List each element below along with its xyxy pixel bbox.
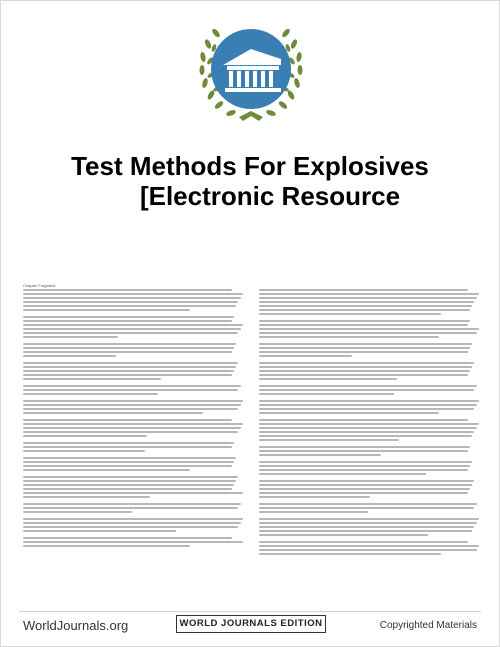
text-paragraph [259, 503, 481, 513]
text-line [23, 503, 241, 505]
text-line [23, 400, 243, 402]
text-line [259, 435, 472, 437]
text-line [259, 408, 474, 410]
text-line [23, 347, 234, 349]
text-line [259, 553, 441, 555]
edition-badge: WORLD JOURNALS EDITION [176, 615, 326, 633]
text-line [259, 336, 439, 338]
text-line [259, 343, 472, 345]
text-line [259, 378, 397, 380]
text-line [259, 389, 474, 391]
text-line [23, 457, 236, 459]
text-line [259, 423, 479, 425]
text-line [23, 355, 116, 357]
text-line [259, 427, 477, 429]
text-line [23, 419, 232, 421]
text-paragraph [259, 419, 481, 441]
text-line [259, 309, 470, 311]
text-line [23, 293, 243, 295]
text-paragraph [23, 289, 245, 311]
text-paragraph [259, 518, 481, 536]
text-line [23, 435, 147, 437]
text-line [23, 484, 234, 486]
text-line [23, 446, 232, 448]
text-line [259, 480, 474, 482]
text-line [23, 518, 243, 520]
text-paragraph [259, 461, 481, 475]
text-line [259, 473, 426, 475]
text-line [259, 549, 477, 551]
text-line [259, 370, 470, 372]
text-line [259, 347, 470, 349]
text-line [259, 313, 441, 315]
text-line [259, 469, 468, 471]
text-line [259, 328, 479, 330]
text-paragraph [23, 419, 245, 437]
text-paragraph [23, 518, 245, 532]
text-line [259, 393, 394, 395]
text-line [259, 439, 399, 441]
text-line [23, 488, 232, 490]
text-line [23, 320, 232, 322]
text-line [23, 366, 236, 368]
text-line [259, 507, 474, 509]
text-line [259, 385, 477, 387]
text-line [23, 427, 241, 429]
text-paragraph [259, 541, 481, 555]
text-line [23, 289, 232, 291]
text-line [259, 503, 477, 505]
text-line [259, 297, 477, 299]
text-line [259, 412, 439, 414]
text-line [259, 320, 470, 322]
laurel-wreath-globe-icon [189, 9, 313, 133]
text-line [259, 454, 381, 456]
text-paragraph [23, 400, 245, 414]
text-line [259, 522, 477, 524]
text-line [259, 355, 352, 357]
text-paragraph [23, 537, 245, 547]
text-line [259, 530, 472, 532]
text-line [23, 461, 234, 463]
text-paragraph [23, 442, 245, 452]
text-line [259, 305, 472, 307]
text-paragraph [23, 316, 245, 338]
text-paragraph [259, 343, 481, 357]
text-line [259, 484, 472, 486]
body-text-column-right [259, 289, 481, 607]
text-line [23, 378, 161, 380]
text-line [259, 465, 470, 467]
text-paragraph [259, 400, 481, 414]
text-line [23, 423, 243, 425]
text-line [23, 389, 238, 391]
text-line [23, 316, 234, 318]
text-line [23, 328, 241, 330]
body-text-column-left [23, 289, 245, 607]
text-line [23, 385, 241, 387]
text-line [259, 362, 474, 364]
text-line [23, 362, 238, 364]
text-paragraph [259, 362, 481, 380]
text-line [259, 545, 479, 547]
text-line [23, 537, 232, 539]
text-line [259, 332, 477, 334]
text-line [259, 351, 468, 353]
text-line [23, 442, 234, 444]
text-line [259, 324, 468, 326]
text-paragraph [23, 385, 245, 395]
text-line [259, 404, 477, 406]
text-line [23, 465, 232, 467]
text-line [259, 450, 468, 452]
text-line [259, 301, 474, 303]
text-line [23, 393, 158, 395]
text-line [23, 374, 232, 376]
text-line [23, 297, 241, 299]
text-line [23, 324, 243, 326]
text-line [23, 408, 238, 410]
text-line [259, 496, 370, 498]
text-line [259, 293, 479, 295]
copyright-notice: Copyrighted Materials [379, 620, 477, 631]
text-paragraph [259, 446, 481, 456]
text-line [23, 476, 238, 478]
text-line [23, 469, 190, 471]
text-line [259, 461, 472, 463]
text-paragraph [23, 343, 245, 357]
text-paragraph [259, 480, 481, 498]
text-line [259, 534, 428, 536]
text-line [23, 412, 203, 414]
text-line [23, 541, 243, 543]
text-line [259, 446, 470, 448]
text-line [23, 492, 243, 494]
publisher-name[interactable]: WorldJournals.org [23, 618, 129, 633]
text-line [23, 480, 236, 482]
footer-divider [19, 611, 481, 612]
text-line [259, 366, 472, 368]
text-line [259, 431, 474, 433]
text-line [23, 332, 238, 334]
text-line [259, 511, 368, 513]
text-line [23, 305, 236, 307]
text-line [23, 370, 234, 372]
text-line [23, 522, 241, 524]
book-title-line-2: [Electronic Resource [139, 181, 401, 211]
text-line [23, 507, 238, 509]
text-line [23, 450, 145, 452]
text-line [23, 351, 232, 353]
text-paragraph [259, 320, 481, 338]
text-paragraph [23, 457, 245, 471]
text-line [23, 309, 190, 311]
text-paragraph [259, 289, 481, 315]
text-line [23, 545, 190, 547]
text-line [259, 492, 468, 494]
text-line [259, 541, 468, 543]
text-line [259, 289, 468, 291]
text-line [259, 526, 474, 528]
text-line [23, 511, 132, 513]
text-line [23, 301, 238, 303]
text-line [23, 530, 176, 532]
text-line [259, 419, 468, 421]
text-line [259, 518, 479, 520]
text-line [23, 404, 241, 406]
text-line [23, 343, 236, 345]
text-line [23, 336, 118, 338]
text-line [259, 488, 470, 490]
text-line [259, 400, 479, 402]
text-paragraph [23, 362, 245, 380]
text-line [23, 496, 150, 498]
text-line [23, 431, 238, 433]
text-line [259, 374, 468, 376]
book-title-line-1: Test Methods For Explosives [71, 151, 429, 181]
text-paragraph [23, 503, 245, 513]
section-label: Chapter Fragment [23, 283, 56, 288]
text-line [23, 526, 238, 528]
text-paragraph [23, 476, 245, 498]
text-paragraph [259, 385, 481, 395]
